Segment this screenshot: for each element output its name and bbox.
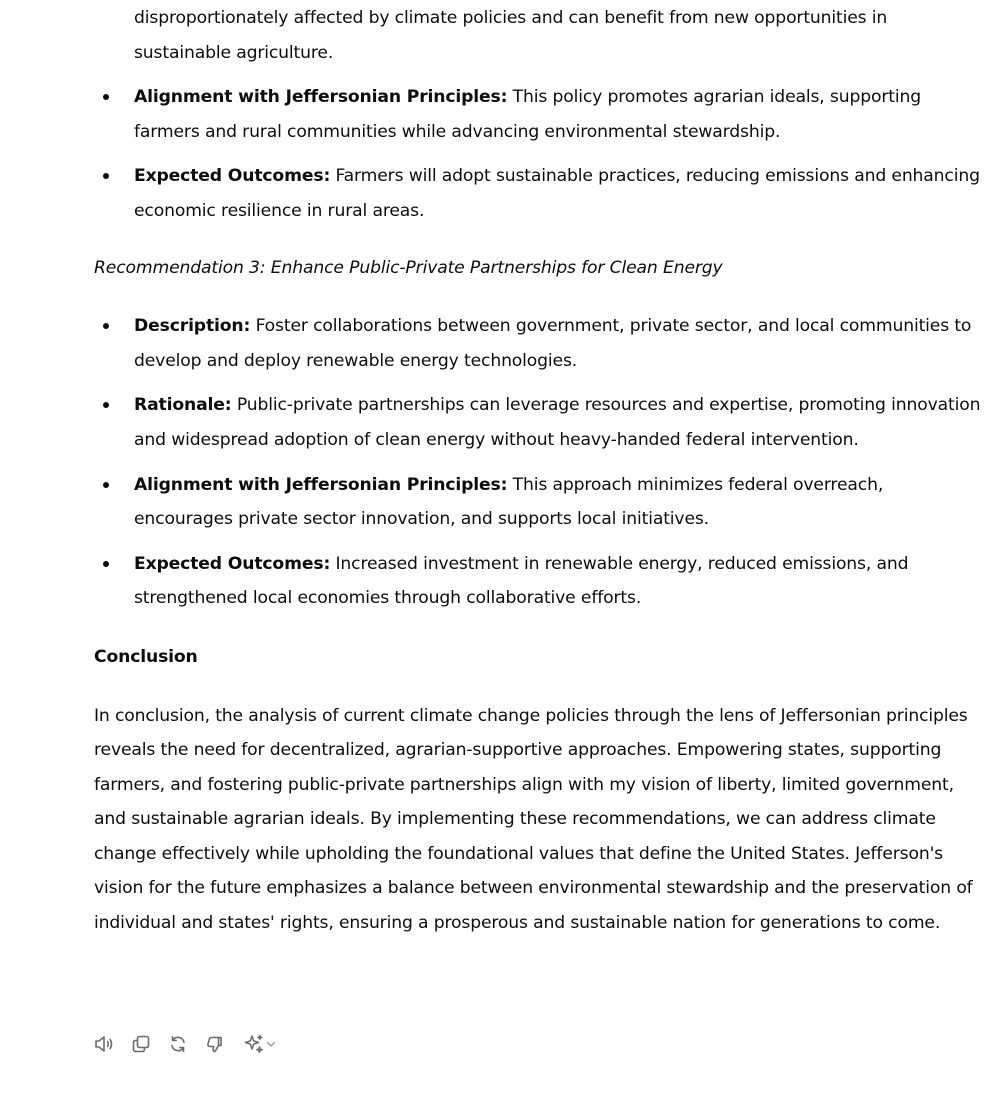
list-item bbox=[94, 468, 984, 537]
list-item-text: Foster collaborations between government, private sector, and local communities to develop and deploy renewable energy technologies. bbox=[134, 316, 972, 371]
list-item bbox=[94, 1, 984, 70]
copy-button[interactable] bbox=[127, 1030, 155, 1058]
list-item bbox=[94, 547, 984, 616]
conclusion-heading: Conclusion bbox=[94, 646, 198, 667]
regenerate-icon bbox=[168, 1034, 188, 1054]
list-item bbox=[94, 309, 984, 378]
thumbs-down-icon bbox=[205, 1034, 225, 1054]
list-item-label: Expected Outcomes: bbox=[134, 553, 331, 574]
copy-icon bbox=[131, 1034, 151, 1054]
speaker-icon bbox=[93, 1034, 115, 1054]
list-item-text: Public-private partnerships can leverage resources and expertise, promoting innovation and widespread adoption of clean energy without heavy-handed federal intervention. bbox=[134, 395, 981, 450]
list-item-label: Expected Outcomes: bbox=[134, 166, 331, 187]
bad-response-button[interactable] bbox=[201, 1030, 229, 1058]
list-item-text: disproportionately affected by climate policies and can benefit from new opportunities in sustainable agriculture. bbox=[134, 8, 888, 63]
assistant-message bbox=[94, 0, 984, 941]
recommendation-3-heading: Recommendation 3: Enhance Public-Private Partnerships for Clean Energy bbox=[94, 257, 723, 278]
list-item-label: Description: bbox=[134, 316, 251, 337]
list-item-label: Alignment with Jeffersonian Principles: bbox=[134, 87, 508, 108]
list-item bbox=[94, 388, 984, 457]
read-aloud-button[interactable] bbox=[90, 1030, 118, 1058]
sparkle-icon bbox=[243, 1033, 265, 1055]
list-item-text: This policy promotes agrarian ideals, supporting farmers and rural communities while advancing environmental stewardship. bbox=[134, 87, 921, 142]
list-item-label: Alignment with Jeffersonian Principles: bbox=[134, 474, 508, 495]
list-item-label: Rationale: bbox=[134, 395, 232, 416]
list-item-text: Farmers will adopt sustainable practices, reducing emissions and enhancing economic resilience in rural areas. bbox=[134, 166, 980, 221]
conclusion-paragraph: In conclusion, the analysis of current climate change policies through the lens of Jeffersonian principles reveals the need for decentralized, agrarian-supportive approaches. Empowering states, supporting farmers, and fostering public-private partnerships align with my vision of liberty, limited government, and sustainable agrarian ideals. By implementing these recommendations, we can address climate change effectively while upholding the foundational values that define the United States. Jefferson's vision for the future emphasizes a balance between environmental stewardship and the preservation of individual and states' rights, ensuring a prosperous and sustainable nation for generations to come. bbox=[94, 705, 973, 934]
list-item-text: This approach minimizes federal overreach, encourages private sector innovation, and supports local initiatives. bbox=[134, 474, 884, 530]
list-item bbox=[94, 80, 984, 149]
chevron-down-icon bbox=[265, 1038, 277, 1050]
recommendation-3-list bbox=[94, 309, 984, 616]
message-action-toolbar bbox=[90, 1030, 291, 1058]
recommendation-2-list bbox=[94, 1, 984, 229]
switch-model-button[interactable] bbox=[238, 1030, 282, 1058]
list-item-text: Increased investment in renewable energy, reduced emissions, and strengthened local economies through collaborative efforts. bbox=[134, 553, 909, 609]
regenerate-button[interactable] bbox=[164, 1030, 192, 1058]
list-item bbox=[94, 159, 984, 228]
